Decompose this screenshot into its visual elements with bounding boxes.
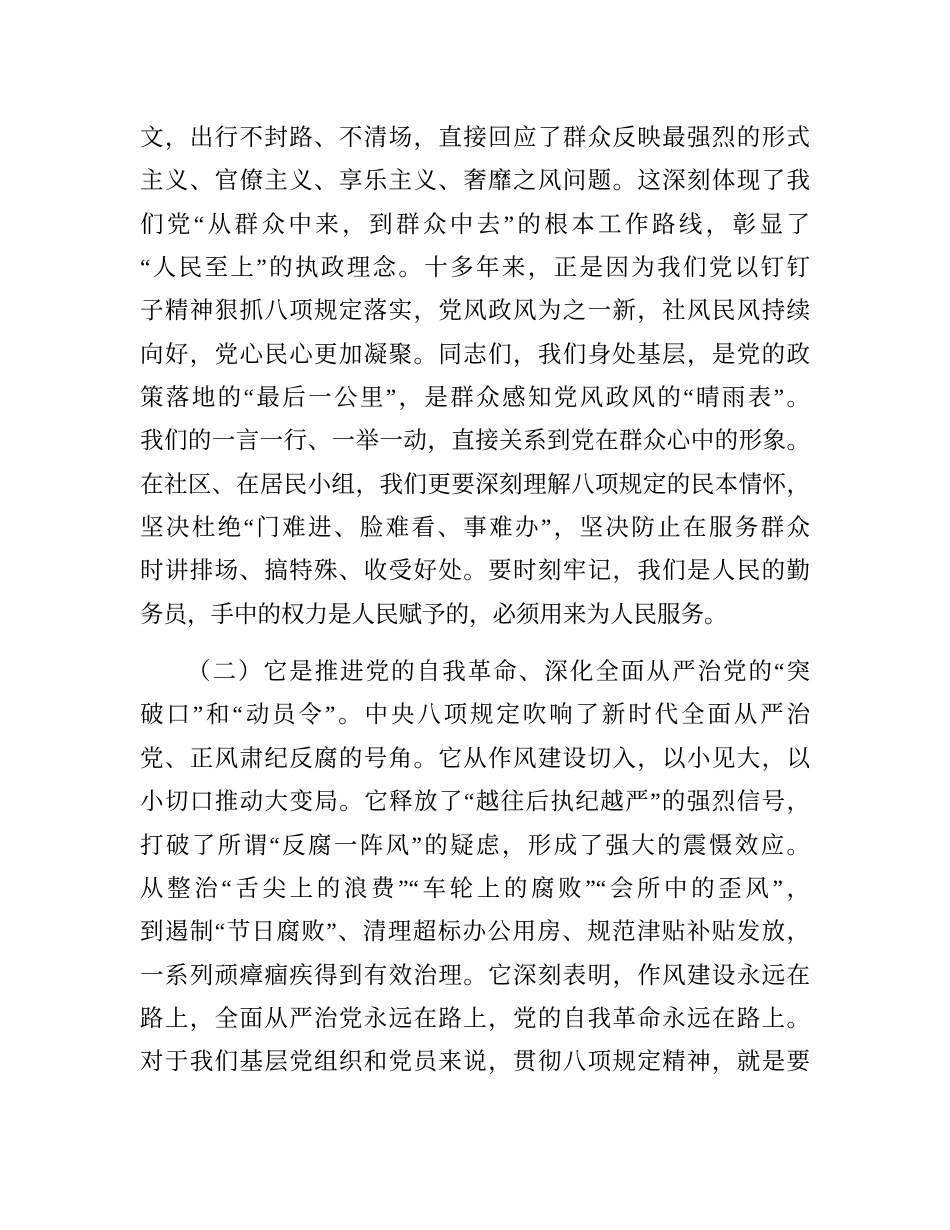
text-line: 时讲排场、搞特殊、收受好处。要时刻牢记，我们是人民的勤 — [140, 558, 810, 585]
text-line: 小切口推动大变局。它释放了“越往后执纪越严”的强烈信号， — [140, 789, 810, 816]
text-line: 在社区、在居民小组，我们更要深刻理解八项规定的民本情怀， — [140, 471, 810, 498]
text-line: 对于我们基层党组织和党员来说，贯彻八项规定精神，就是要 — [140, 1049, 810, 1076]
text-line: 策落地的“最后一公里”，是群众感知党风政风的“晴雨表”。 — [140, 385, 810, 412]
paragraph-2 — [140, 651, 810, 1084]
text-line: 坚决杜绝“门难进、脸难看、事难办”，坚决防止在服务群众 — [140, 515, 810, 542]
text-line: 主义、官僚主义、享乐主义、奢靡之风问题。这深刻体现了我 — [140, 168, 810, 195]
text-line: 从整治“舌尖上的浪费”“车轮上的腐败”“会所中的歪风”， — [140, 875, 810, 902]
text-line-paragraph-end: 务员，手中的权力是人民赋予的，必须用来为人民服务。 — [140, 601, 728, 628]
text-line: 党、正风肃纪反腐的号角。它从作风建设切入，以小见大，以 — [140, 745, 810, 772]
text-line: 路上，全面从严治党永远在路上，党的自我革命永远在路上。 — [140, 1005, 810, 1032]
text-line: 打破了所谓“反腐一阵风”的疑虑，形成了强大的震慑效应。 — [140, 832, 810, 859]
text-line: 到遏制“节日腐败”、清理超标办公用房、规范津贴补贴发放， — [140, 919, 810, 946]
text-line: 子精神狠抓八项规定落实，党风政风为之一新，社风民风持续 — [140, 298, 810, 325]
text-line: “人民至上”的执政理念。十多年来，正是因为我们党以钉钉 — [140, 255, 810, 282]
text-line: 一系列顽瘴痼疾得到有效治理。它深刻表明，作风建设永远在 — [140, 962, 810, 989]
text-line: 破口”和“动员令”。中央八项规定吹响了新时代全面从严治 — [140, 702, 810, 729]
paragraph-1 — [140, 117, 810, 637]
text-line: 向好，党心民心更加凝聚。同志们，我们身处基层，是党的政 — [140, 341, 810, 368]
text-line: 文，出行不封路、不清场，直接回应了群众反映最强烈的形式 — [140, 125, 810, 151]
text-line: 们党“从群众中来，到群众中去”的根本工作路线，彰显了 — [140, 211, 810, 238]
text-line-section-start: （二）它是推进党的自我革命、深化全面从严治党的“突 — [187, 659, 810, 686]
text-line: 我们的一言一行、一举一动，直接关系到党在群众心中的形象。 — [140, 428, 810, 455]
document-body — [140, 117, 810, 1085]
